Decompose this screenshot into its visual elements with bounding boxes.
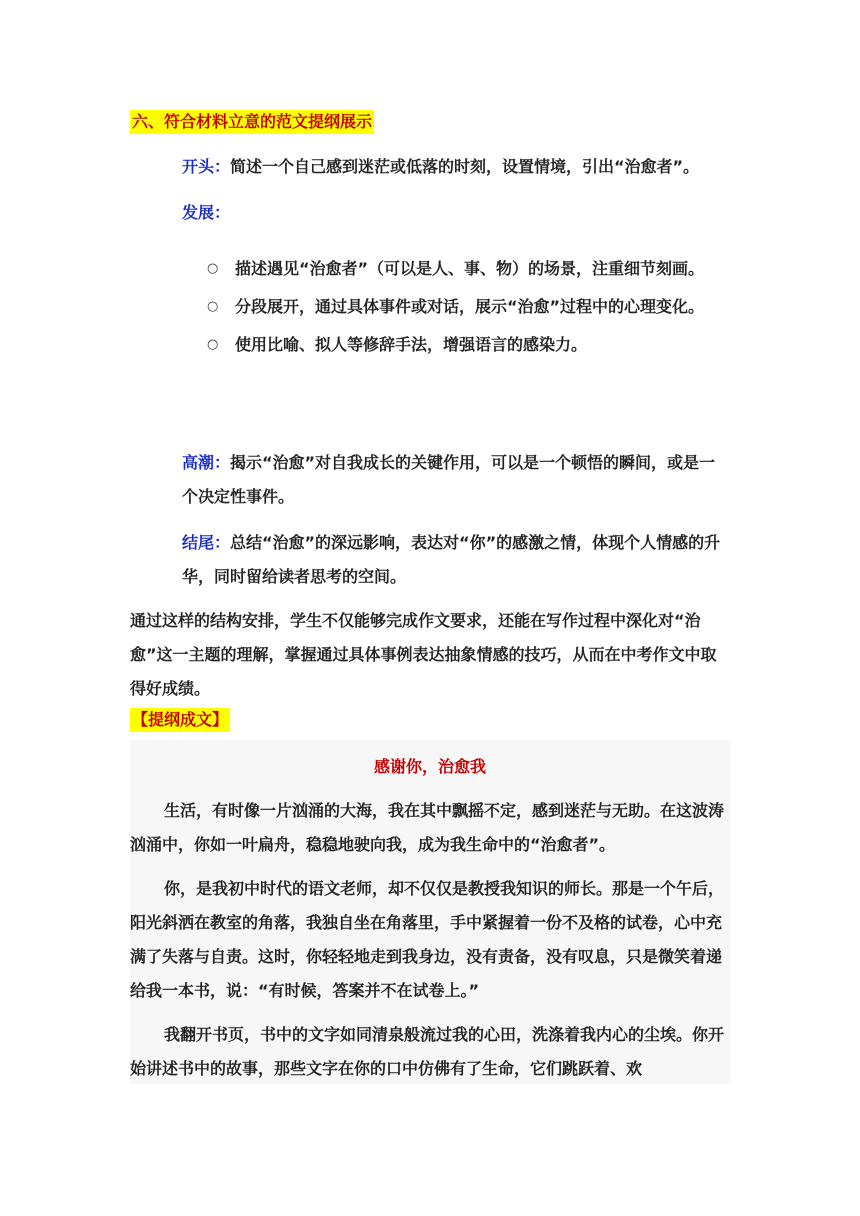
section-heading: 六、符合材料立意的范文提纲展示 [130, 110, 374, 134]
climax-label: 高潮： [182, 453, 231, 472]
bullet-text: 分段展开，通过具体事件或对话，展示“治愈”过程中的心理变化。 [235, 297, 705, 316]
essay-tag: 【提纲成文】 [130, 708, 230, 732]
outline-development [182, 196, 230, 230]
list-item [207, 252, 737, 286]
outline-ending [182, 526, 727, 594]
essay-paragraph: 生活，有时像一片汹涌的大海，我在其中飘摇不定，感到迷茫与无助。在这波涛汹涌中，你如一叶扁舟，稳稳地驶向我，成为我生命中的“治愈者”。 [130, 801, 725, 854]
ending-label: 结尾： [182, 533, 231, 552]
bullet-text: 使用比喻、拟人等修辞手法，增强语言的感染力。 [235, 335, 588, 354]
circle-bullet-icon: ○ [207, 261, 219, 276]
essay-box [130, 740, 730, 1084]
outline-climax [182, 446, 722, 514]
bullet-text: 描述遇见“治愈者”（可以是人、事、物）的场景，注重细节刻画。 [235, 259, 705, 278]
list-item [207, 328, 737, 362]
circle-bullet-icon: ○ [207, 299, 219, 314]
ending-text: 总结“治愈”的深远影响，表达对“你”的感激之情，体现个人情感的升华，同时留给读者思考的空间。 [182, 533, 721, 586]
essay-title: 感谢你，治愈我 [373, 757, 486, 776]
essay-paragraph: 我翻开书页，书中的文字如同清泉般流过我的心田，洗涤着我内心的尘埃。你开始讲述书中的故事，那些文字在你的口中仿佛有了生命，它们跳跃着、欢 [130, 1025, 725, 1078]
opening-text: 简述一个自己感到迷茫或低落的时刻，设置情境，引出“治愈者”。 [230, 157, 700, 176]
list-item [207, 290, 737, 324]
essay-paragraph: 你，是我初中时代的语文老师，却不仅仅是教授我知识的师长。那是一个午后，阳光斜洒在教室的角落，我独自坐在角落里，手中紧握着一份不及格的试卷，心中充满了失落与自责。这时，你轻轻地走到我身边，没有责备，没有叹息，只是微笑着递给我一本书，说：“有时候，答案并不在试卷上。” [130, 879, 725, 1000]
circle-bullet-icon: ○ [207, 337, 219, 352]
development-bullet-list [207, 252, 737, 366]
climax-text: 揭示“治愈”对自我成长的关键作用，可以是一个顿悟的瞬间，或是一个决定性事件。 [182, 453, 716, 506]
summary-paragraph: 通过这样的结构安排，学生不仅能够完成作文要求，还能在写作过程中深化对“治愈”这一主题的理解，掌握通过具体事例表达抽象情感的技巧，从而在中考作文中取得好成绩。 [130, 611, 717, 698]
outline-opening [182, 150, 742, 184]
development-label: 发展： [182, 203, 231, 222]
opening-label: 开头： [182, 157, 231, 176]
